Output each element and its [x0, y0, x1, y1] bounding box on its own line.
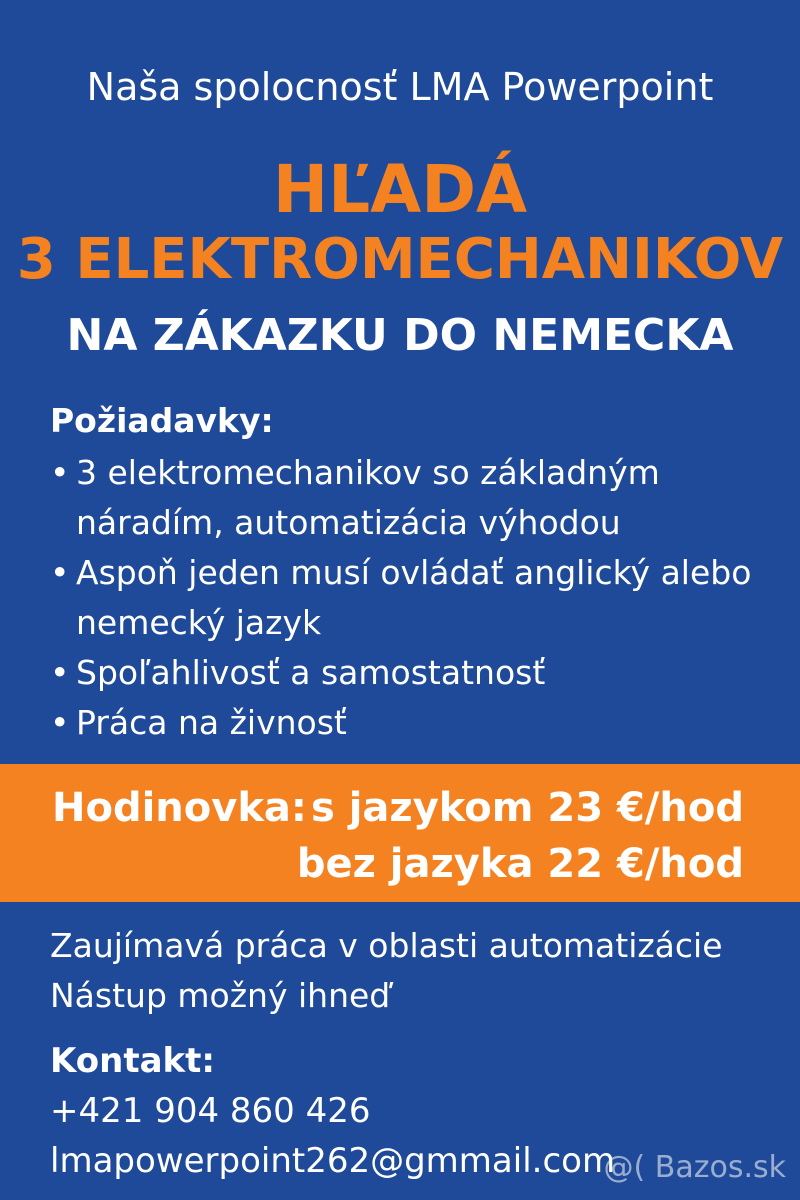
bullet-icon: • [50, 653, 70, 692]
contact-title: Kontakt: [50, 1041, 215, 1081]
requirement-text: Spoľahlivosť a samostatnosť [76, 653, 546, 692]
requirement-text: Aspoň jeden musí ovládať anglický alebo nemecký jazyk [76, 553, 752, 642]
contact-phone[interactable]: +421 904 860 426 [50, 1091, 371, 1131]
company-intro: Naša spolocnosť LMA Powerpoint [86, 65, 714, 109]
requirements-title: Požiadavky: [50, 401, 274, 440]
benefit-start-date: Nástup možný ihneď [50, 976, 391, 1015]
wage-label: Hodinovka: [52, 785, 307, 831]
list-item [50, 698, 770, 748]
requirement-text: 3 elektromechanikov so základným náradím, automatizácia výhodou [76, 453, 660, 542]
headline-seeking: HĽADÁ [272, 151, 528, 228]
requirements-list [50, 448, 770, 748]
list-item [50, 548, 770, 648]
contact-email[interactable]: lmapowerpoint262@gmmail.com [50, 1141, 616, 1181]
list-item [50, 648, 770, 698]
bullet-icon: • [50, 553, 70, 592]
bullet-icon: • [50, 453, 70, 492]
headline-position: 3 ELEKTROMECHANIKOV [16, 227, 784, 292]
bazos-watermark: @( Bazos.sk [603, 1150, 786, 1185]
benefit-interesting-work: Zaujímavá práca v oblasti automatizácie [50, 926, 723, 965]
wage-without-language: bez jazyka 22 €/hod [296, 841, 744, 887]
wage-with-language: s jazykom 23 €/hod [310, 785, 744, 831]
list-item [50, 448, 770, 548]
bullet-icon: • [50, 703, 70, 742]
requirement-text: Práca na živnosť [76, 703, 347, 742]
headline-destination: NA ZÁKAZKU DO NEMECKA [66, 310, 734, 361]
